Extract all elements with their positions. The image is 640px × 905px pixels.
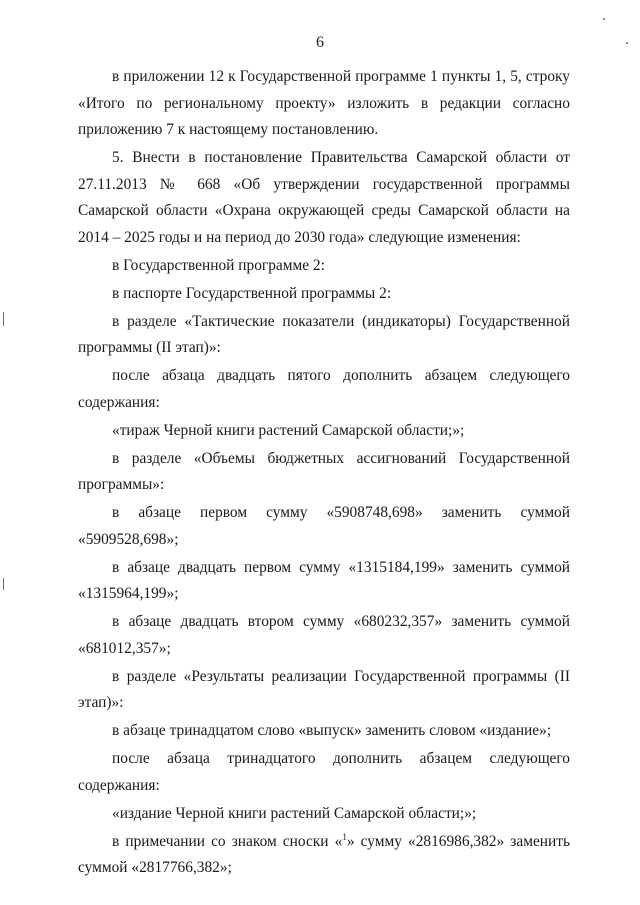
paragraph-print-run: «тираж Черной книги растений Самарской области;»; <box>112 421 465 439</box>
paragraph-budget-first: в абзаце первом сумму «5908748,698» заменить суммой «5909528,698»; <box>78 504 570 548</box>
paragraph-program-2: в Государственной программе 2: <box>112 256 325 274</box>
footnote-mark: 1 <box>342 831 347 842</box>
page-number: 6 <box>316 34 324 51</box>
footnote-text-after: » сумму «2816986,382» заменить суммой «2817766,382»; <box>78 832 570 876</box>
scan-speck <box>626 42 628 44</box>
paragraph-publication: «издание Черной книги растений Самарской области;»; <box>112 804 477 822</box>
document-body <box>78 64 570 883</box>
paragraph-tactical-indicators: в разделе «Тактические показатели (индикаторы) Государственной программы (II этап)»: <box>78 312 570 356</box>
paragraph-budget-22nd: в абзаце двадцать втором сумму «680232,357» заменить суммой «681012,357»; <box>78 613 570 657</box>
paragraph-item-5-amend-resolution: 5. Внести в постановление Правительства Самарской области от 27.11.2013 № 668 «Об утверждении государственной программы Самарской области «Охрана окружающей среды Самарской области на 2014 – 2025 годы и на период до 2030 года» следующие изменения: <box>78 149 570 246</box>
paragraph-after-25th: после абзаца двадцать пятого дополнить абзацем следующего содержания: <box>78 367 570 411</box>
scan-edge-mark <box>3 578 4 590</box>
paragraph-results-section: в разделе «Результаты реализации Государственной программы (II этап)»: <box>78 667 570 711</box>
paragraph-budget-21st: в абзаце двадцать первом сумму «1315184,199» заменить суммой «1315964,199»; <box>78 558 570 602</box>
paragraph-appendix-12: в приложении 12 к Государственной программе 1 пункты 1, 5, строку «Итого по региональному проекту» изложить в редакции согласно приложению 7 к настоящему постановлению. <box>78 68 570 138</box>
paragraph-footnote-note <box>78 829 570 882</box>
paragraph-budget-section: в разделе «Объемы бюджетных ассигнований Государственной программы»: <box>78 449 570 493</box>
footnote-text-before: в примечании со знаком сноски « <box>112 832 343 850</box>
scan-speck <box>603 18 605 20</box>
paragraph-13th-replace: в абзаце тринадцатом слово «выпуск» заменить словом «издание»; <box>112 722 552 739</box>
paragraph-after-13th: после абзаца тринадцатого дополнить абзацем следующего содержания: <box>78 750 570 794</box>
paragraph-passport: в паспорте Государственной программы 2: <box>112 284 392 302</box>
scan-edge-mark <box>3 312 4 326</box>
